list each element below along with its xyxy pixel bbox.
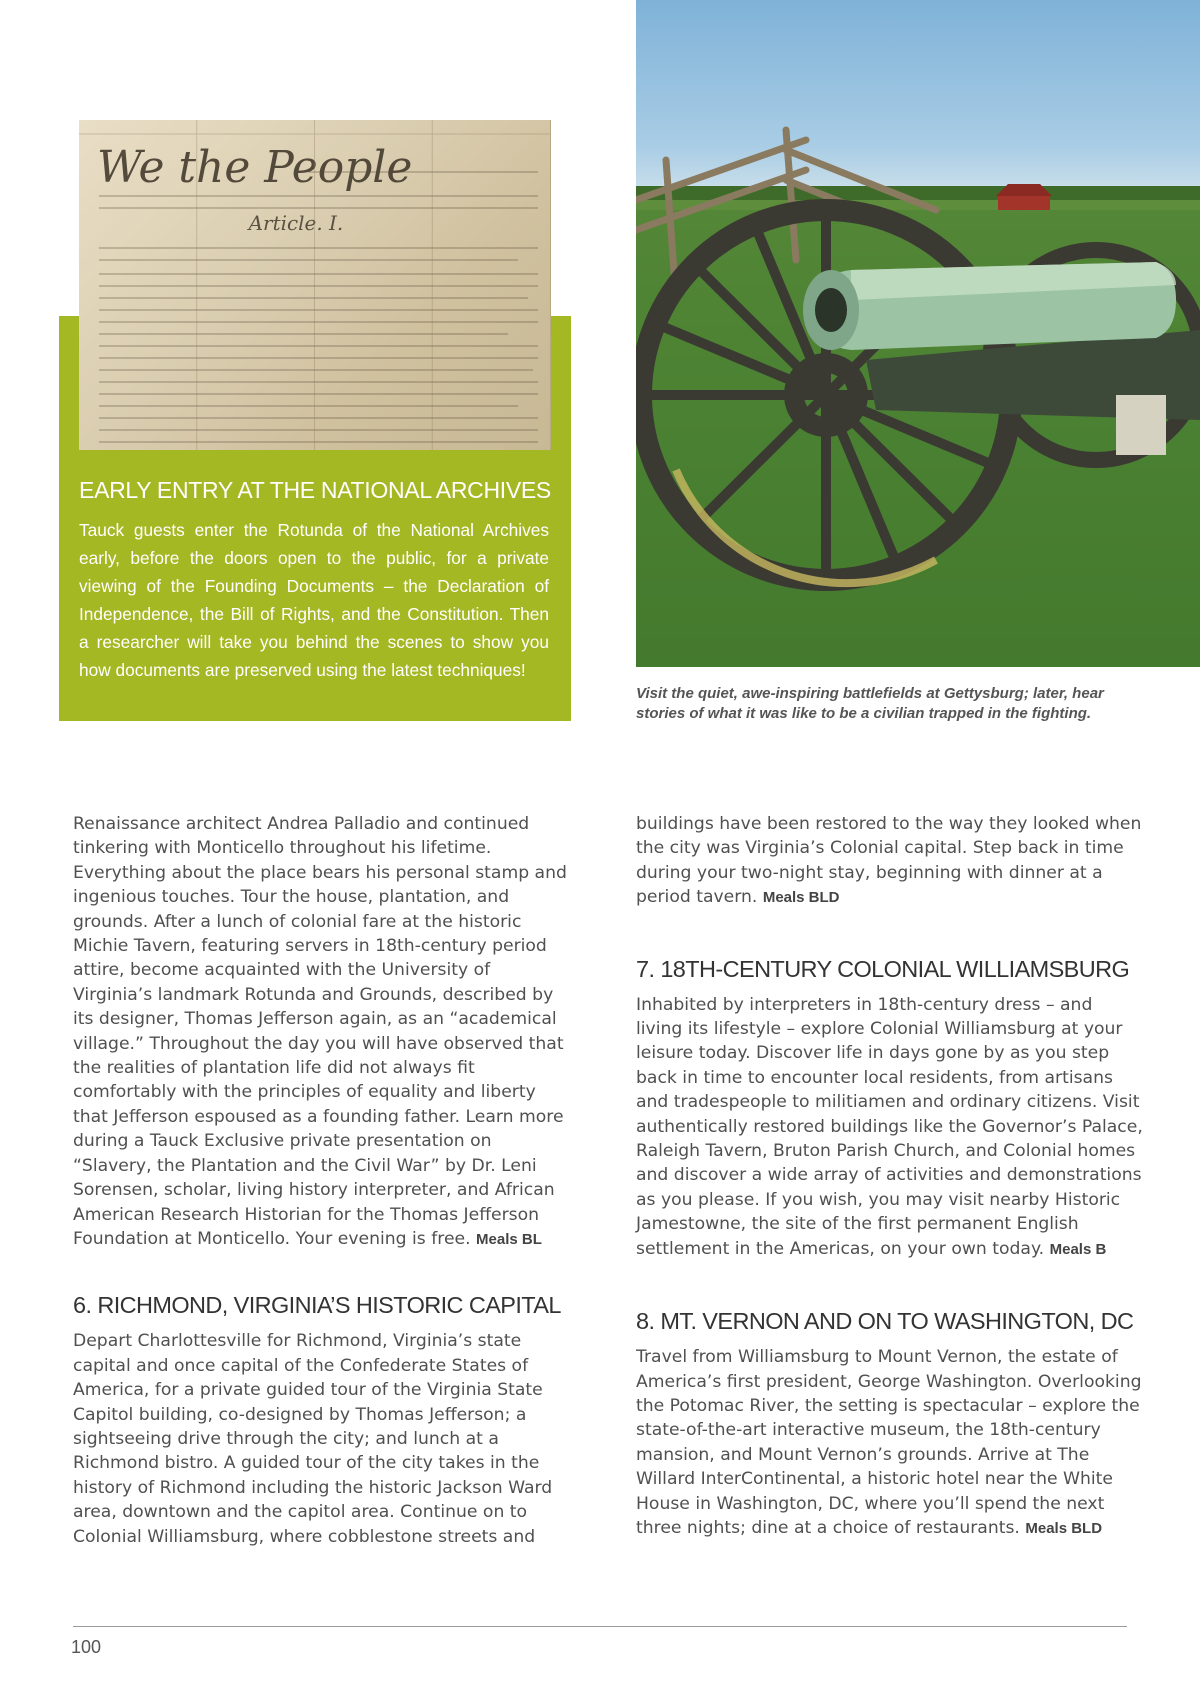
photo-caption: Visit the quiet, awe-inspiring battlefields at Gettysburg; later, hear stories of what it was like to be a civilian trapped in the fighting. <box>636 685 1104 722</box>
day8-heading: 8. MT. VERNON AND ON TO WASHINGTON, DC <box>636 1308 1134 1335</box>
continuation-paragraph: buildings have been restored to the way they looked when the city was Virginia’s Colonial capital. Step back in time during your two-night stay, beginning with dinner at a period tavern. Meals BLD <box>636 814 1142 908</box>
intro-paragraph: Renaissance architect Andrea Palladio and continued tinkering with Monticello throughout his lifetime. Everything about the place bears his personal stamp and ingenious touches. Tour the house, plantation, and grounds. After a lunch of colonial fare at the historic Michie Tavern, featuring servers in 18th-century period attire, become acquainted with the University of Virginia’s landmark Rotunda and Grounds, described by its designer, Thomas Jefferson again, as an “academical village.” Throughout the day you will have observed that the realities of plantation life did not always fit comfortably with the principles of equality and liberty that Jefferson espoused as a founding father. Learn more during a Tauck Exclusive private presentation on “Slavery, the Plantation and the Civil War” by Dr. Leni Sorensen, scholar, living history interpreter, and African American Research Historian for the Thomas Jefferson Foundation at Monticello. Your evening is free. Meals BL <box>73 814 567 1249</box>
feature-box-text: Tauck guests enter the Rotunda of the National Archives early, before the doors open to the public, for a private viewing of the Founding Documents – the Declaration of Independence, the Bill of Rights, and the Constitution. Then a researcher will take you behind the scenes to show you how documents are preserved using the latest techniques! <box>79 520 549 680</box>
meals-label: Meals BLD <box>762 889 840 907</box>
day6-heading: 6. RICHMOND, VIRGINIA’S HISTORIC CAPITAL <box>73 1292 561 1319</box>
constitution-image <box>79 120 551 450</box>
page-number: 100 <box>71 1637 102 1657</box>
meals-label: Meals BL <box>476 1230 542 1248</box>
footer-rule <box>73 1626 1127 1627</box>
document-article: Article. I. <box>248 210 344 236</box>
day8-paragraph: Travel from Williamsburg to Mount Vernon, the estate of America’s first president, George Washington. Overlooking the Potomac River, the setting is spectacular – explore the state-of-the-art interactive museum, the 18th-century mansion, and Mount Vernon’s grounds. Arrive at The Willard InterContinental, a historic hotel near the White House in Washington, DC, where you’ll spend the next three nights; dine at a choice of restaurants. Meals BLD <box>636 1347 1142 1538</box>
right-column <box>636 812 1144 1541</box>
day7-heading: 7. 18TH-CENTURY COLONIAL WILLIAMSBURG <box>636 955 1130 982</box>
day7-paragraph: Inhabited by interpreters in 18th-century dress – and living its lifestyle – explore Colonial Williamsburg at your leisure today. Discover life in days gone by as you step back in time to encounter local residents, from artisans and tradespeople to militiamen and ordinary citizens. Visit authentically restored buildings like the Governor’s Palace, Raleigh Tavern, Bruton Parish Church, and Colonial homes and discover a wide array of activities and demonstrations as you please. If you wish, you may visit nearby Historic Jamestowne, the site of the first permanent English settlement in the Americas, on your own today. Meals B <box>636 994 1143 1259</box>
day6-paragraph: Depart Charlottesville for Richmond, Virginia’s state capital and once capital of the Confederate States of America, for a private guided tour of the Virginia State Capitol building, co-designed by Thomas Jefferson; a sightseeing drive through the city; and lunch at a Richmond bistro. A guided tour of the city takes in the history of Richmond including the historic Jackson Ward area, downtown and the capitol area. Continue on to Colonial Williamsburg, where cobblestone streets and <box>73 1331 553 1547</box>
gettysburg-cannon-photo <box>636 0 1200 667</box>
document-lettering: We the People <box>96 141 413 194</box>
meals-label: Meals BLD <box>1025 1519 1103 1537</box>
left-column <box>73 812 573 1549</box>
feature-box-title: EARLY ENTRY AT THE NATIONAL ARCHIVES <box>79 477 551 503</box>
meals-label: Meals B <box>1049 1240 1107 1258</box>
